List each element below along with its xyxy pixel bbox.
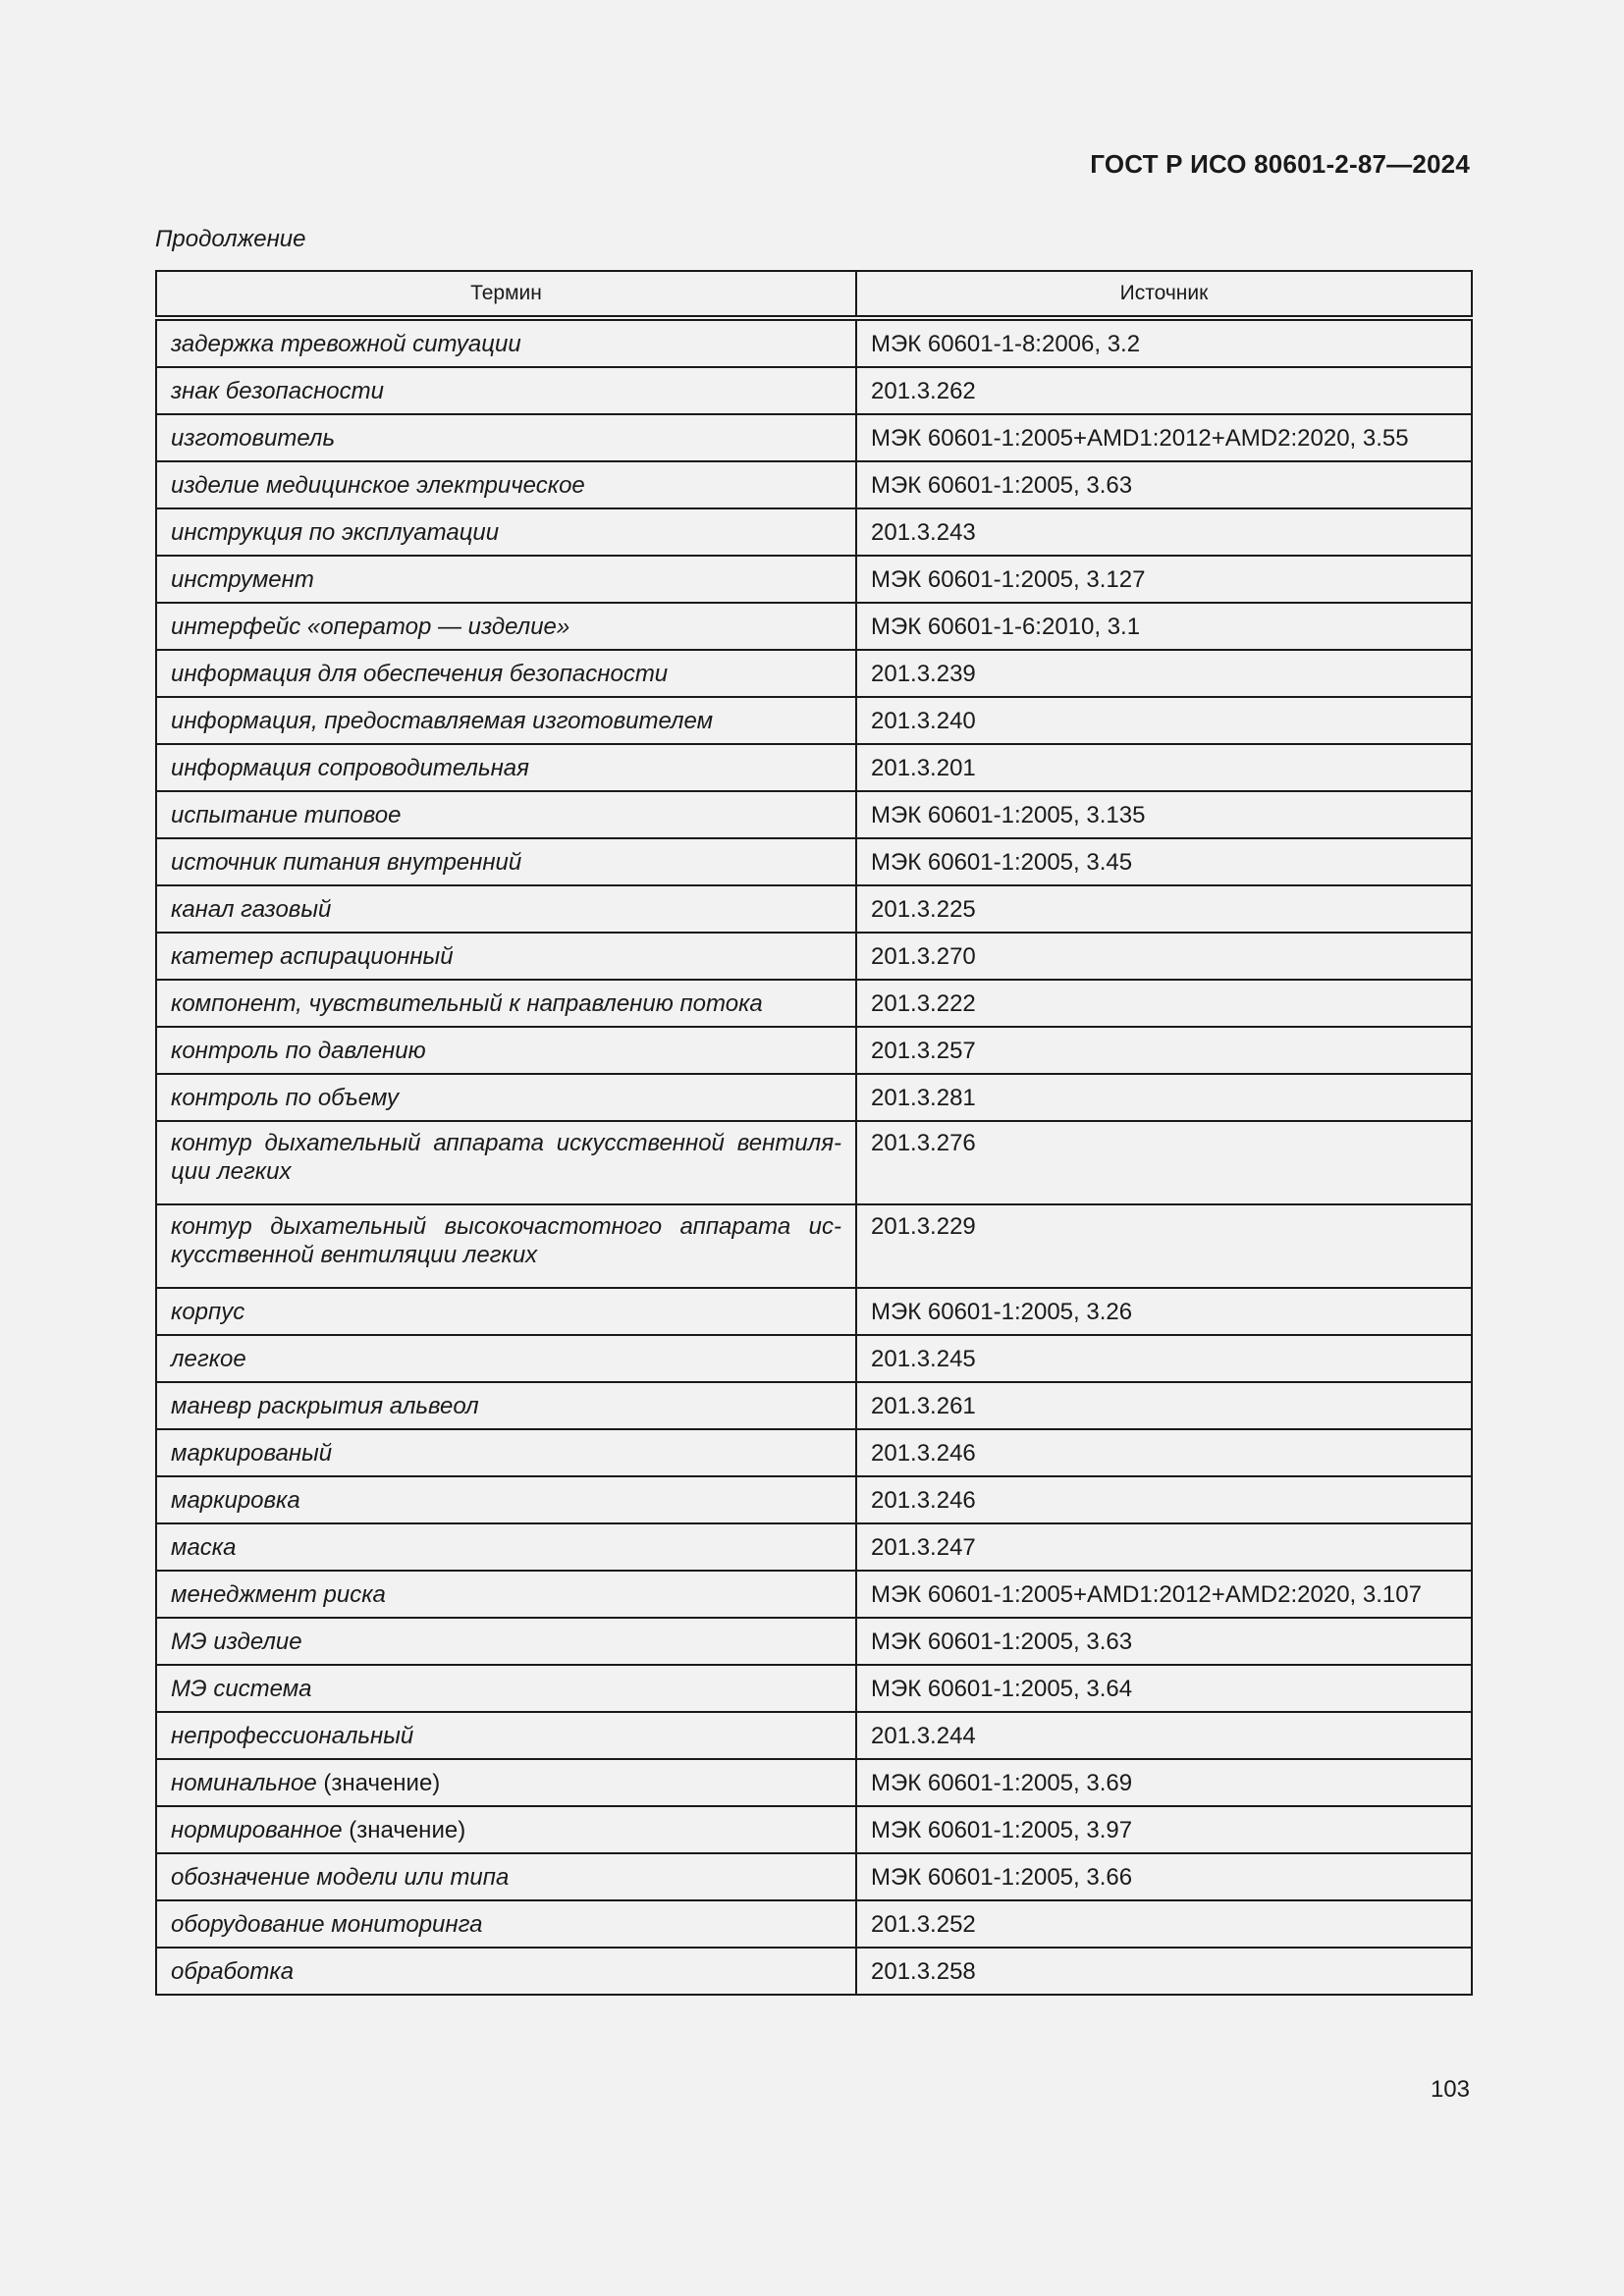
table-row bbox=[156, 508, 1472, 556]
term-cell bbox=[156, 318, 856, 367]
source-cell: 201.3.276 bbox=[856, 1121, 1472, 1204]
source-cell: 201.3.246 bbox=[856, 1429, 1472, 1476]
term-text: легкое bbox=[171, 1345, 246, 1372]
table-row bbox=[156, 367, 1472, 414]
term-cell bbox=[156, 1571, 856, 1618]
term-text: МЭ изделие bbox=[171, 1628, 302, 1655]
term-text: источник питания внутренний bbox=[171, 848, 522, 876]
column-header-source: Источник bbox=[856, 271, 1472, 318]
term-text: информация сопроводительная bbox=[171, 754, 529, 781]
term-text: маска bbox=[171, 1533, 237, 1561]
source-cell: МЭК 60601-1:2005, 3.135 bbox=[856, 791, 1472, 838]
source-cell: 201.3.261 bbox=[856, 1382, 1472, 1429]
term-text: интерфейс «оператор — изделие» bbox=[171, 613, 570, 640]
source-cell: 201.3.225 bbox=[856, 885, 1472, 933]
term-cell bbox=[156, 1665, 856, 1712]
term-text: менеджмент риска bbox=[171, 1580, 386, 1608]
term-text: задержка тревожной ситуации bbox=[171, 330, 521, 357]
table-row bbox=[156, 461, 1472, 508]
table-row bbox=[156, 1476, 1472, 1523]
table-row bbox=[156, 1618, 1472, 1665]
source-cell: 201.3.247 bbox=[856, 1523, 1472, 1571]
source-cell: 201.3.270 bbox=[856, 933, 1472, 980]
table-row bbox=[156, 1121, 1472, 1204]
term-text: обозначение модели или типа bbox=[171, 1863, 510, 1891]
term-cell bbox=[156, 885, 856, 933]
source-cell: 201.3.258 bbox=[856, 1948, 1472, 1995]
table-row bbox=[156, 1288, 1472, 1335]
source-cell: МЭК 60601-1:2005, 3.63 bbox=[856, 461, 1472, 508]
table-row bbox=[156, 1523, 1472, 1571]
table-row bbox=[156, 1712, 1472, 1759]
table-row bbox=[156, 603, 1472, 650]
source-cell: 201.3.281 bbox=[856, 1074, 1472, 1121]
table-row bbox=[156, 1335, 1472, 1382]
term-text: обработка bbox=[171, 1957, 295, 1985]
source-cell: МЭК 60601-1:2005+AMD1:2012+AMD2:2020, 3.55 bbox=[856, 414, 1472, 461]
continuation-label: Продолжение bbox=[155, 226, 306, 252]
table-row bbox=[156, 1948, 1472, 1995]
table-row bbox=[156, 885, 1472, 933]
term-cell bbox=[156, 1027, 856, 1074]
source-cell: МЭК 60601-1:2005, 3.69 bbox=[856, 1759, 1472, 1806]
source-cell: 201.3.201 bbox=[856, 744, 1472, 791]
table-row bbox=[156, 1571, 1472, 1618]
term-cell bbox=[156, 603, 856, 650]
term-text: маркировка bbox=[171, 1486, 300, 1514]
term-text: инструмент bbox=[171, 565, 314, 593]
term-cell bbox=[156, 461, 856, 508]
table-row bbox=[156, 980, 1472, 1027]
column-header-term: Термин bbox=[156, 271, 856, 318]
term-cell bbox=[156, 1382, 856, 1429]
term-cell bbox=[156, 414, 856, 461]
term-cell bbox=[156, 838, 856, 885]
term-text: катетер аспирационный bbox=[171, 942, 454, 970]
source-cell: 201.3.243 bbox=[856, 508, 1472, 556]
term-text: канал газовый bbox=[171, 895, 332, 923]
term-cell bbox=[156, 933, 856, 980]
source-cell: 201.3.257 bbox=[856, 1027, 1472, 1074]
source-cell: 201.3.245 bbox=[856, 1335, 1472, 1382]
source-cell: 201.3.246 bbox=[856, 1476, 1472, 1523]
table-row bbox=[156, 791, 1472, 838]
term-cell bbox=[156, 650, 856, 697]
term-text: маневр раскрытия альвеол bbox=[171, 1392, 479, 1419]
source-cell: 201.3.244 bbox=[856, 1712, 1472, 1759]
term-cell bbox=[156, 1121, 856, 1204]
table-row bbox=[156, 1665, 1472, 1712]
term-text: нормированное bbox=[171, 1816, 343, 1843]
term-text: контроль по давлению bbox=[171, 1037, 426, 1064]
source-cell: МЭК 60601-1:2005, 3.63 bbox=[856, 1618, 1472, 1665]
term-text: контур дыхательный высокочастотного аппарата ис-кусственной вентиляции легких bbox=[171, 1213, 841, 1268]
source-cell: 201.3.222 bbox=[856, 980, 1472, 1027]
table-row bbox=[156, 1429, 1472, 1476]
term-cell bbox=[156, 1335, 856, 1382]
table-row bbox=[156, 1382, 1472, 1429]
term-cell bbox=[156, 1806, 856, 1853]
header-row bbox=[156, 271, 1472, 318]
term-cell bbox=[156, 367, 856, 414]
term-text: корпус bbox=[171, 1298, 245, 1325]
term-text: оборудование мониторинга bbox=[171, 1910, 483, 1938]
source-cell: МЭК 60601-1:2005+AMD1:2012+AMD2:2020, 3.107 bbox=[856, 1571, 1472, 1618]
table-row bbox=[156, 1074, 1472, 1121]
term-cell bbox=[156, 980, 856, 1027]
table-row bbox=[156, 697, 1472, 744]
term-text: непрофессиональный bbox=[171, 1722, 414, 1749]
table-row bbox=[156, 1900, 1472, 1948]
source-cell: 201.3.239 bbox=[856, 650, 1472, 697]
source-cell: 201.3.240 bbox=[856, 697, 1472, 744]
source-cell: МЭК 60601-1-8:2006, 3.2 bbox=[856, 318, 1472, 367]
source-cell: МЭК 60601-1:2005, 3.45 bbox=[856, 838, 1472, 885]
table-row bbox=[156, 414, 1472, 461]
term-text: информация для обеспечения безопасности bbox=[171, 660, 669, 687]
term-cell bbox=[156, 1523, 856, 1571]
term-cell bbox=[156, 1759, 856, 1806]
term-cell bbox=[156, 791, 856, 838]
document-id: ГОСТ Р ИСО 80601-2-87—2024 bbox=[1090, 149, 1470, 179]
table-row bbox=[156, 1806, 1472, 1853]
source-cell: МЭК 60601-1:2005, 3.26 bbox=[856, 1288, 1472, 1335]
table-row bbox=[156, 1204, 1472, 1288]
term-cell bbox=[156, 1074, 856, 1121]
term-text: контур дыхательный аппарата искусственной вентиля-ции легких bbox=[171, 1130, 841, 1185]
term-cell bbox=[156, 1476, 856, 1523]
term-cell bbox=[156, 1204, 856, 1288]
term-text: контроль по объему bbox=[171, 1084, 400, 1111]
term-text: информация, предоставляемая изготовителем bbox=[171, 707, 714, 734]
term-note: (значение) bbox=[342, 1816, 466, 1843]
term-text: компонент, чувствительный к направлению потока bbox=[171, 989, 763, 1017]
source-cell: МЭК 60601-1:2005, 3.66 bbox=[856, 1853, 1472, 1900]
term-text: инструкция по эксплуатации bbox=[171, 518, 500, 546]
terms-table bbox=[155, 270, 1473, 1996]
source-cell: 201.3.252 bbox=[856, 1900, 1472, 1948]
table-row bbox=[156, 933, 1472, 980]
page-number: 103 bbox=[1430, 2076, 1470, 2103]
terms-table-body bbox=[156, 318, 1472, 1995]
source-cell: МЭК 60601-1-6:2010, 3.1 bbox=[856, 603, 1472, 650]
term-text: испытание типовое bbox=[171, 801, 402, 828]
term-text: маркированый bbox=[171, 1439, 333, 1467]
table-row bbox=[156, 1027, 1472, 1074]
term-cell bbox=[156, 1948, 856, 1995]
term-cell bbox=[156, 697, 856, 744]
table-row bbox=[156, 744, 1472, 791]
term-text: изготовитель bbox=[171, 424, 336, 452]
term-cell bbox=[156, 1900, 856, 1948]
term-cell bbox=[156, 556, 856, 603]
table-row bbox=[156, 1759, 1472, 1806]
table-row bbox=[156, 1853, 1472, 1900]
table-row bbox=[156, 556, 1472, 603]
term-text: номинальное bbox=[171, 1769, 317, 1796]
table-row bbox=[156, 838, 1472, 885]
term-cell bbox=[156, 1288, 856, 1335]
term-cell bbox=[156, 1429, 856, 1476]
source-cell: 201.3.229 bbox=[856, 1204, 1472, 1288]
term-text: МЭ система bbox=[171, 1675, 312, 1702]
source-cell: МЭК 60601-1:2005, 3.97 bbox=[856, 1806, 1472, 1853]
term-text: знак безопасности bbox=[171, 377, 384, 404]
term-cell bbox=[156, 744, 856, 791]
source-cell: МЭК 60601-1:2005, 3.64 bbox=[856, 1665, 1472, 1712]
term-note: (значение) bbox=[316, 1769, 441, 1796]
term-cell bbox=[156, 508, 856, 556]
table-row bbox=[156, 318, 1472, 367]
term-cell bbox=[156, 1618, 856, 1665]
table-row bbox=[156, 650, 1472, 697]
source-cell: 201.3.262 bbox=[856, 367, 1472, 414]
terms-table-header bbox=[156, 271, 1472, 318]
term-cell bbox=[156, 1853, 856, 1900]
term-text: изделие медицинское электрическое bbox=[171, 471, 585, 499]
term-cell bbox=[156, 1712, 856, 1759]
source-cell: МЭК 60601-1:2005, 3.127 bbox=[856, 556, 1472, 603]
